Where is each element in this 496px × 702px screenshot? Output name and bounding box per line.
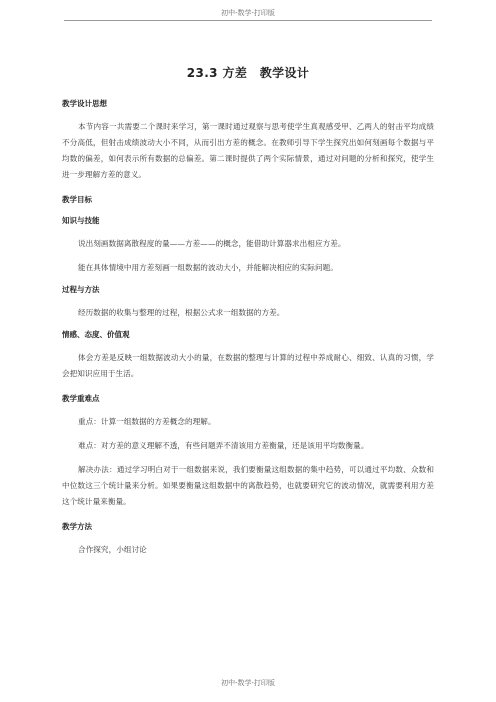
paragraph-process-method: 经历数据的收集与整理的过程，根据公式求一组数据的方差。 — [78, 308, 285, 317]
paragraph-knowledge-1: 说出刻画数据离散程度的量——方差——的概念，能借助计算器求出相应方差。 — [78, 239, 346, 248]
header-divider — [64, 20, 432, 21]
heading-emotion-attitude: 情感、态度、价值观 — [62, 330, 130, 339]
paragraph-teaching-methods: 合作探究，小组讨论 — [78, 545, 147, 554]
paragraph-knowledge-2: 能在具体情境中用方差刻画一组数据的波动大小，并能解决相应的实际问题。 — [78, 263, 338, 272]
paragraph-emotion-attitude: 体会方差是反映一组数据波动大小的量，在数据的整理与计算的过程中养成耐心、细致、认真的习惯，学会把知识应用于生活。 — [62, 353, 434, 378]
paragraph-design-idea: 本节内容一共需要二个课时来学习，第一课时通过观察与思考使学生真观感受甲、乙两人的射击平均成绩不分高低，但射击成绩波动大小不同，从而引出方差的概念。在教师引导下学生探究出如何刻画每个数据与平均数的偏差，如何表示所有数据的总偏差。第二课时提供了两个实际情景，通过对问题的分析和探究，使学生进一步理解方差的意义。 — [62, 122, 434, 179]
heading-process-method: 过程与方法 — [62, 285, 100, 294]
paragraph-solution: 解决办法：通过学习明白对于一组数据来说，我们要衡量这组数据的集中趋势，可以通过平均数、众数和中位数这三个统计量来分析。如果要衡量这组数据中的离散趋势，也就要研究它的波动情况，就需要利用方差这个统计量来衡量。 — [62, 465, 434, 506]
heading-teaching-methods: 教学方法 — [62, 522, 92, 531]
heading-knowledge-skills: 知识与技能 — [62, 216, 100, 225]
paragraph-key-point: 重点：计算一组数据的方差概念的理解。 — [78, 417, 216, 426]
heading-key-difficulty: 教学重难点 — [62, 394, 100, 403]
page-header: 初中-数学-打印版 — [221, 9, 275, 17]
heading-design-idea: 教学设计思想 — [62, 99, 107, 108]
document-body — [62, 64, 434, 566]
page-footer: 初中-数学-打印版 — [221, 679, 275, 687]
document-title: 23.3 方差 教学设计 — [186, 66, 310, 80]
heading-goals: 教学目标 — [62, 195, 92, 204]
paragraph-difficulty: 难点：对方差的意义理解不透，有些问题弄不清该用方差衡量，还是该用平均数衡量。 — [78, 441, 369, 450]
